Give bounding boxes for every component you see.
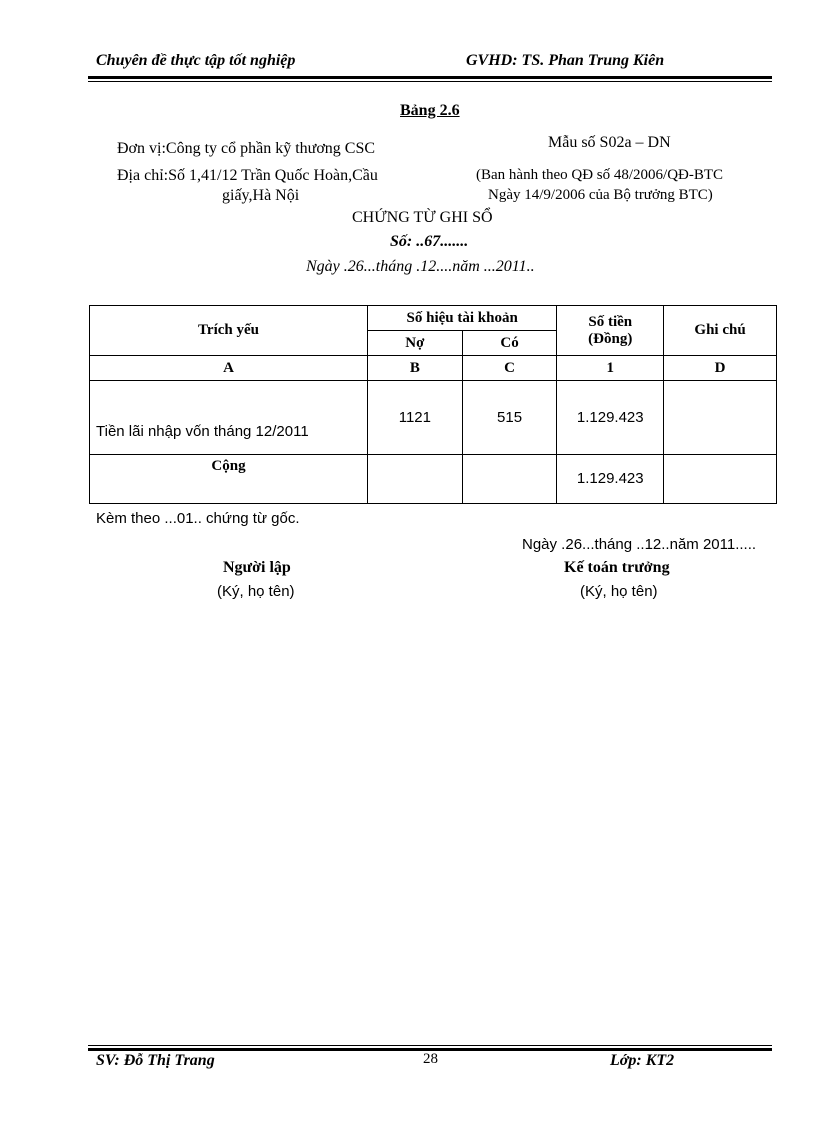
code-c: C [462,356,557,381]
total-row [90,455,777,504]
row-credit: 515 [462,381,557,455]
header-credit: Có [462,331,557,356]
attached-docs: Kèm theo ...01.. chứng từ gốc. [96,510,300,527]
row-note [664,381,777,455]
total-amount: 1.129.423 [557,455,664,504]
preparer-title: Người lập [223,559,291,576]
voucher-title: CHỨNG TỪ GHI SỔ [352,209,493,226]
issued-line-2: Ngày 14/9/2006 của Bộ trưởng BTC) [488,187,713,203]
issued-line-1: (Ban hành theo QĐ số 48/2006/QĐ-BTC [476,167,724,183]
header-amount-line2: (Đồng) [588,330,633,347]
row-debit: 1121 [368,381,463,455]
header-summary: Trích yếu [90,306,368,356]
preparer-note: (Ký, họ tên) [217,583,295,600]
header-right: GVHD: TS. Phan Trung Kiên [466,52,665,69]
footer-student: SV: Đỗ Thị Trang [96,1052,215,1069]
address-line-2: giấy,Hà Nội [222,187,300,204]
header-account-no: Số hiệu tài khoản [368,306,557,331]
total-credit [462,455,557,504]
header-rule-thin [88,81,772,82]
total-label: Cộng [90,455,368,504]
page-number: 28 [423,1051,438,1067]
table-caption: Bảng 2.6 [400,102,460,119]
unit-line: Đơn vị:Công ty cổ phần kỹ thương CSC [117,140,376,157]
header-amount [557,306,664,356]
footer-class: Lớp: KT2 [610,1052,675,1069]
sign-date: Ngày .26...tháng ..12..năm 2011..... [522,536,757,553]
address-line-1: Địa chỉ:Số 1,41/12 Trần Quốc Hoàn,Cầu [117,167,378,184]
accountant-title: Kế toán trưởng [564,559,670,576]
header-rule-thick [88,76,772,79]
total-note [664,455,777,504]
code-d: D [664,356,777,381]
header-amount-line1: Số tiền [588,313,633,330]
header-debit: Nợ [368,331,463,356]
code-b: B [368,356,463,381]
footer-rule-thin [88,1045,772,1046]
voucher-number: Số: ..67....... [390,233,469,250]
form-number: Mẫu số S02a – DN [548,134,671,151]
header-note: Ghi chú [664,306,777,356]
voucher-table [89,305,777,504]
table-row [90,381,777,455]
total-debit [368,455,463,504]
accountant-note: (Ký, họ tên) [580,583,658,600]
row-amount: 1.129.423 [557,381,664,455]
voucher-date: Ngày .26...tháng .12....năm ...2011.. [306,258,535,275]
code-a: A [90,356,368,381]
row-summary: Tiền lãi nhập vốn tháng 12/2011 [90,381,368,455]
header-left: Chuyên đề thực tập tốt nghiệp [96,52,296,69]
code-1: 1 [557,356,664,381]
